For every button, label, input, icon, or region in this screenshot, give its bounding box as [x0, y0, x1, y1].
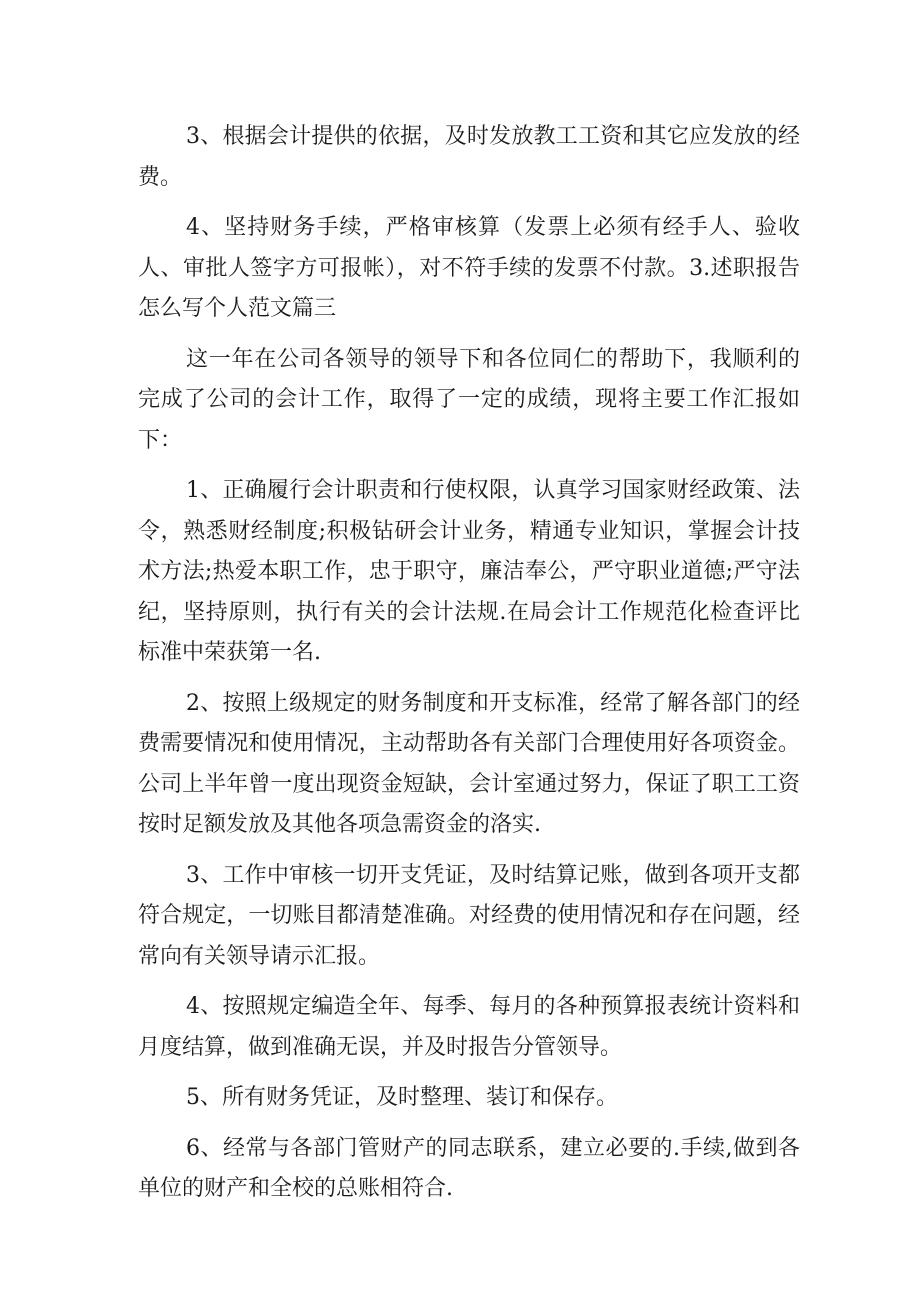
- document-body: [138, 117, 800, 1220]
- paragraph-item-3-audit: 3、工作中审核一切开支凭证，及时结算记账，做到各项开支都符合规定，一切账目都清楚准确。对经费的使用情况和存在问题，经常向有关领导请示汇报。: [138, 862, 800, 969]
- paragraph-item-1-duties: 1、正确履行会计职责和行使权限，认真学习国家财经政策、法令，熟悉财经制度;积极钻研会计业务，精通专业知识，掌握会计技术方法;热爱本职工作，忠于职守，廉洁奉公，严守职业道德;严守法纪，坚持原则，执行有关的会计法规.在局会计工作规范化检查评比标准中荣获第一名.: [138, 478, 800, 665]
- paragraph-item-3-payroll: 3、根据会计提供的依据，及时发放教工工资和其它应发放的经费。: [138, 124, 800, 190]
- paragraph-item-6-assets: 6、经常与各部门管财产的同志联系，建立必要的.手续,做到各单位的财产和全校的总账相符合.: [138, 1135, 800, 1201]
- paragraph-item-2-funds: 2、按照上级规定的财务制度和开支标准，经常了解各部门的经费需要情况和使用情况，主动帮助各有关部门合理使用好各项资金。公司上半年曾一度出现资金短缺，会计室通过努力，保证了职工工资按时足额发放及其他各项急需资金的洛实.: [138, 690, 800, 837]
- paragraph-item-5-vouchers: 5、所有财务凭证，及时整理、装订和保存。: [186, 1085, 618, 1110]
- paragraph-item-4-procedures: 4、坚持财务手续，严格审核算（发票上必须有经手人、验收人、审批人签字方可报帐），对不符手续的发票不付款。3.述职报告怎么写个人范文篇三: [138, 215, 800, 321]
- paragraph-intro-year-summary: 这一年在公司各领导的领导下和各位同仁的帮助下，我顺利的完成了公司的会计工作，取得了一定的成绩，现将主要工作汇报如下：: [138, 346, 800, 453]
- paragraph-item-4-budget: 4、按照规定编造全年、每季、每月的各种预算报表统计资料和月度结算，做到准确无误，并及时报告分管领导。: [138, 994, 800, 1060]
